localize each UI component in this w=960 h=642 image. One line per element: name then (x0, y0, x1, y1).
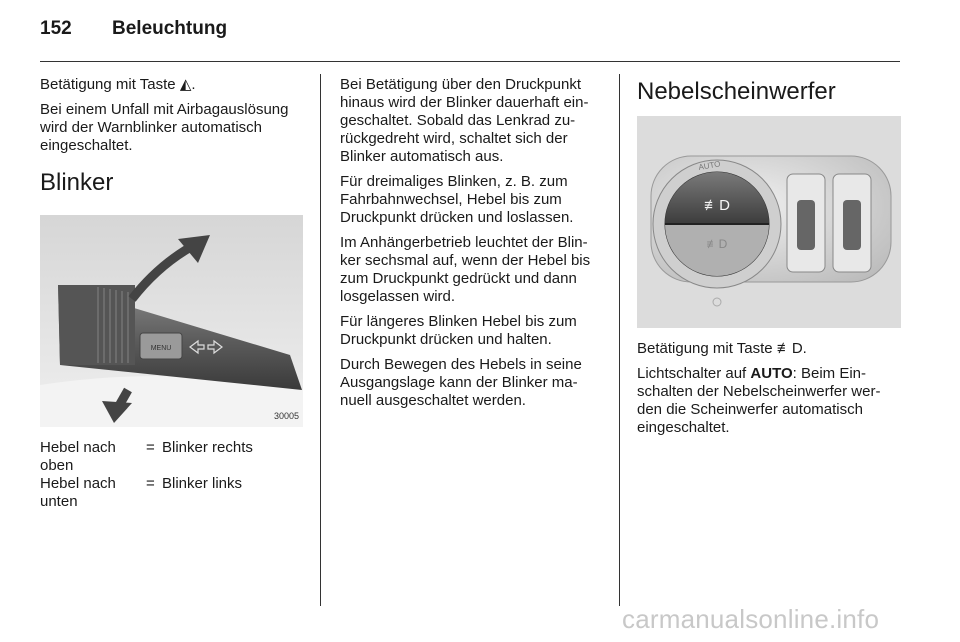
fog-light-knob-label: ≢D (704, 197, 730, 214)
text-end: . (802, 340, 807, 357)
text: Betätigung mit Taste (40, 76, 176, 93)
hazard-triangle-icon: ◭ (179, 76, 192, 93)
rear-fog-knob-label: ≢D (706, 237, 728, 251)
table-row (40, 439, 306, 475)
column-2 (340, 76, 604, 417)
page-number: 152 (40, 18, 72, 39)
header-rule (40, 61, 900, 62)
light-switch-figure (637, 116, 901, 328)
paragraph: Bei Betätigung über den Druckpunkt hinaus wird der Blinker dauerhaft ein‑ geschaltet. Sobald das Lenkrad zu‑ rückgedreht wird, schaltet sich der Blinker automatisch aus. (340, 76, 589, 165)
table-desc: Blinker links (162, 475, 243, 492)
lever-illustration (40, 215, 303, 427)
hazard-button-text (40, 76, 306, 94)
airbag-text: Bei einem Unfall mit Airbagauslösung wird der Warnblinker automatisch eingeschaltet. (40, 101, 289, 154)
watermark: carmanualsonline.info (622, 604, 880, 634)
column-3 (637, 76, 901, 444)
knob-auto-label: AUTO (697, 159, 722, 172)
light-switch-illustration (637, 116, 901, 328)
lever-definition-table (40, 439, 306, 511)
column-divider-2 (619, 74, 620, 606)
heading-blinker: Blinker (40, 169, 114, 196)
column-1 (40, 76, 306, 511)
table-term: Hebel nach unten (40, 475, 116, 510)
fog-button-text (637, 340, 901, 358)
text: Lichtschalter auf (637, 365, 747, 382)
table-desc: Blinker rechts (162, 439, 253, 456)
table-eq: = (146, 475, 155, 492)
figure-number: 30005 (273, 411, 299, 421)
section-title: Beleuchtung (112, 18, 228, 39)
fog-light-icon: ≢D (776, 340, 803, 357)
heading-fog-lights: Nebelscheinwerfer (637, 78, 836, 105)
paragraph: Durch Bewegen des Hebels in seine Ausgangslage kann der Blinker ma‑ nuell ausgeschaltet werden. (340, 356, 582, 409)
svg-text:MENU: MENU (150, 345, 172, 352)
table-row (40, 475, 306, 511)
paragraph: Für längeres Blinken Hebel bis zum Druckpunkt drücken und halten. (340, 313, 577, 348)
text-end: . (191, 76, 196, 93)
text: Betätigung mit Taste (637, 340, 773, 357)
paragraph: Für dreimaliges Blinken, z. B. zum Fahrbahnwechsel, Hebel bis zum Druckpunkt drücken und loslassen. (340, 173, 574, 226)
auto-label: AUTO (750, 365, 793, 382)
page-header (40, 18, 227, 40)
table-eq: = (146, 439, 155, 456)
column-divider-1 (320, 74, 321, 606)
paragraph: Im Anhängerbetrieb leuchtet der Blin‑ ker sechsmal auf, wenn der Hebel bis zum Druckpunkt gedrückt und dann losgelassen wird. (340, 234, 591, 305)
text-rest: : Beim Ein‑ schalten der Nebelscheinwerfer wer‑ den die Scheinwerfer automatisch eingeschaltet. (637, 365, 881, 436)
table-term: Hebel nach oben (40, 439, 116, 474)
auto-switch-text (637, 365, 901, 437)
turn-signal-lever-figure (40, 215, 303, 427)
